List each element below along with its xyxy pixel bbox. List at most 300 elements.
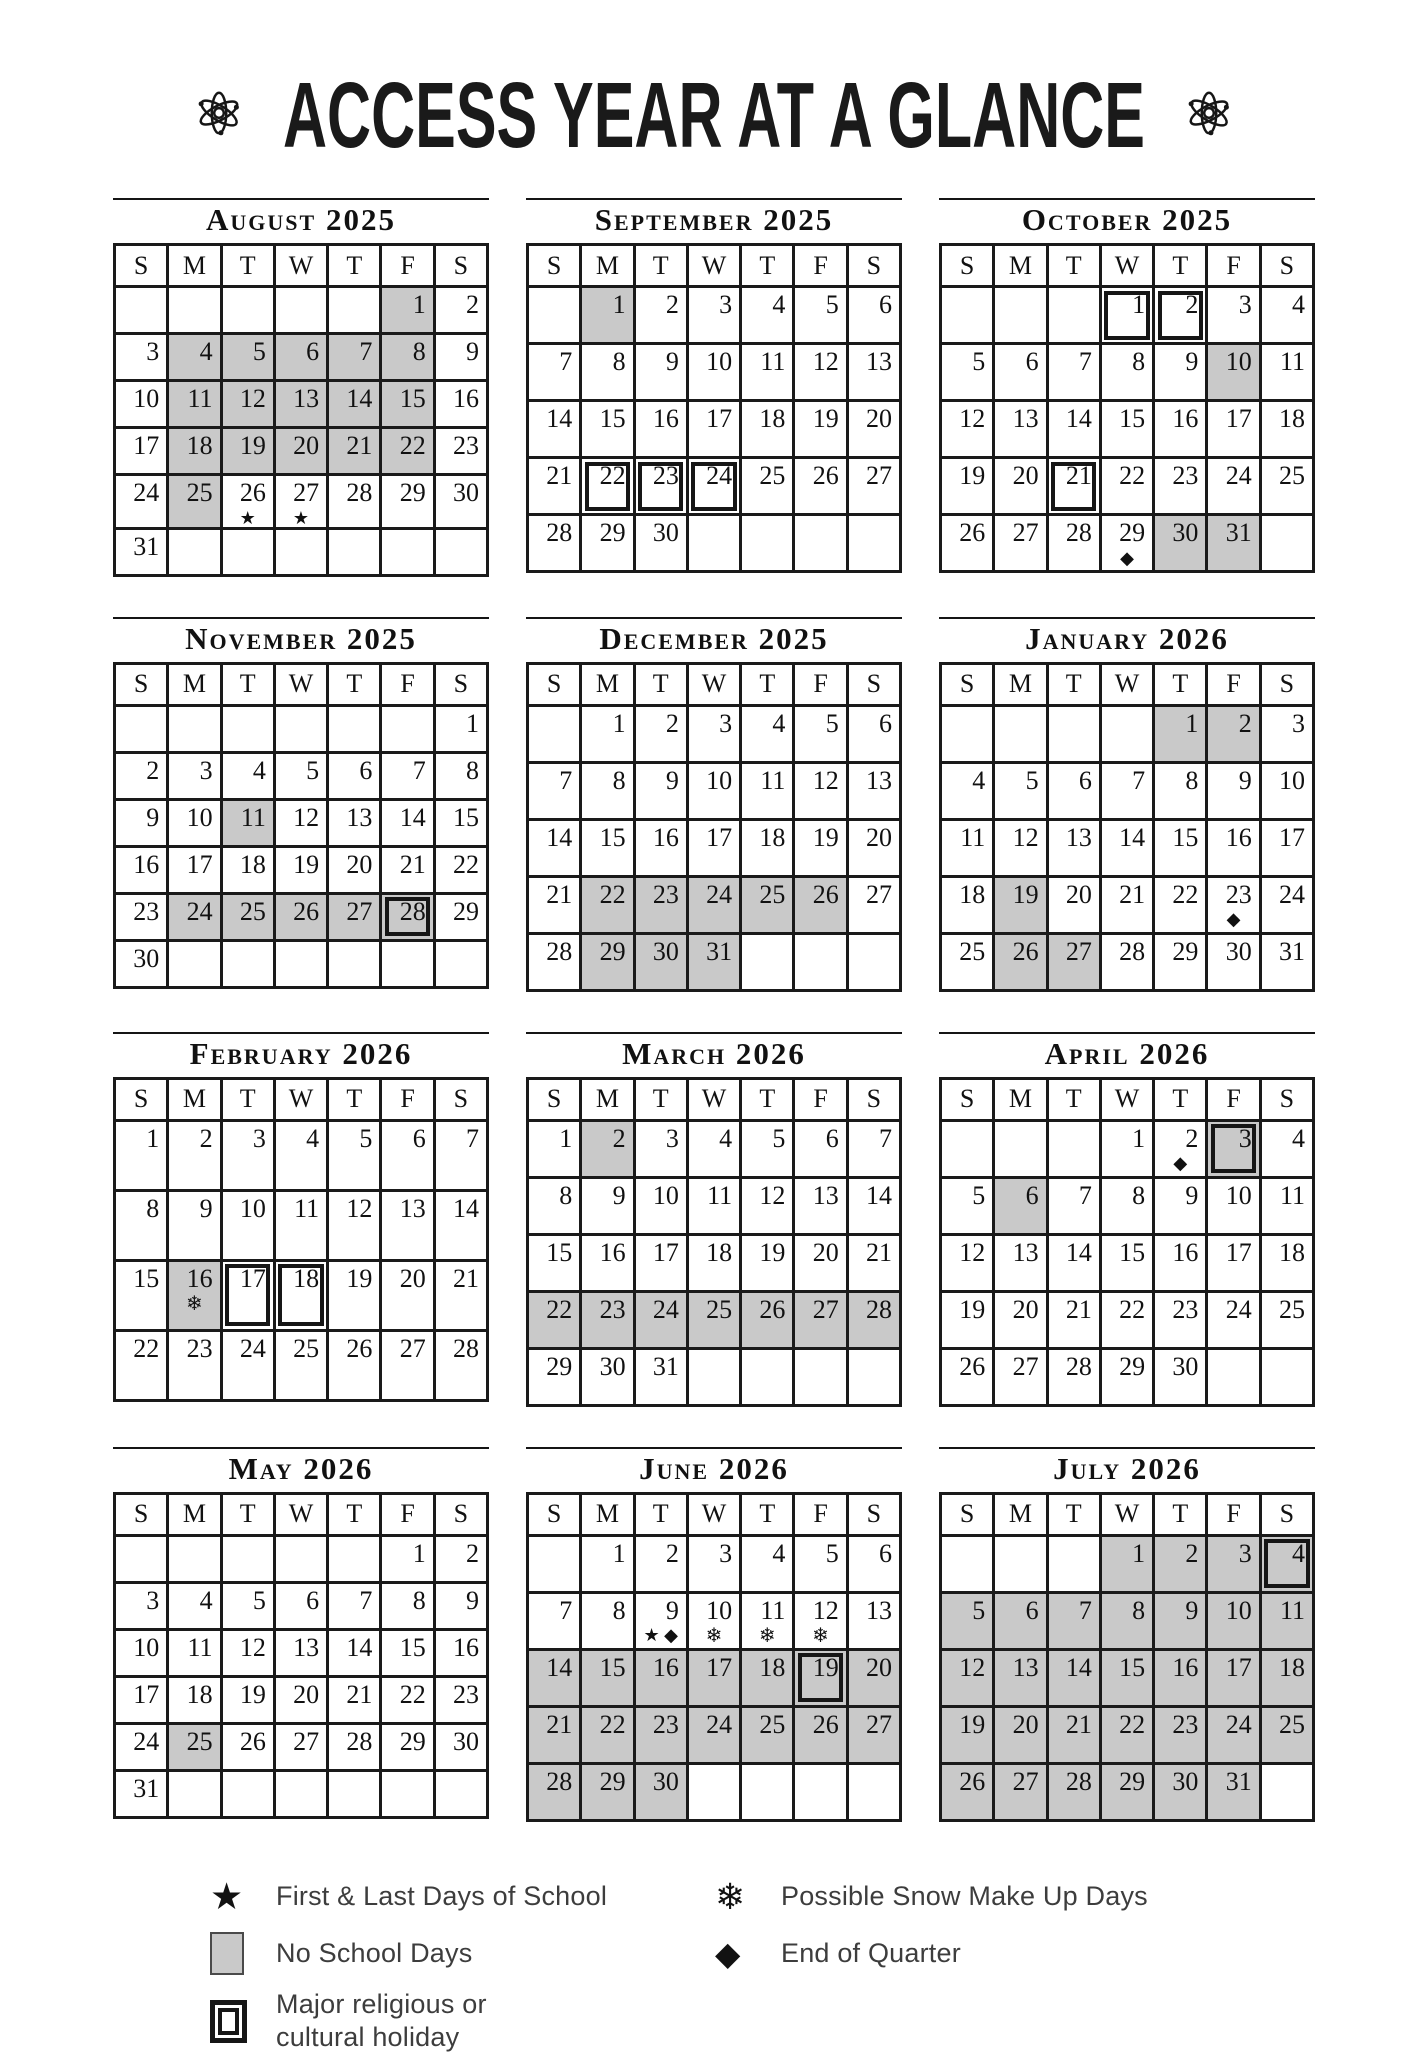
day-cell — [274, 1676, 327, 1723]
weekday-header: T — [1154, 663, 1207, 705]
day-number: 29 — [453, 896, 479, 926]
day-number: 14 — [346, 1632, 373, 1662]
day-number: 31 — [706, 936, 733, 966]
legend-label: No School Days — [276, 1937, 473, 1968]
day-cell — [581, 1649, 634, 1706]
day-cell — [328, 428, 381, 475]
day-cell — [381, 1629, 434, 1676]
weekday-header-row — [941, 1078, 1314, 1120]
day-cell — [168, 1260, 221, 1330]
day-number: 21 — [546, 1709, 573, 1739]
day-number: 31 — [133, 531, 160, 561]
weekday-header-row — [528, 245, 901, 287]
day-number: 26 — [239, 478, 266, 507]
month-march-2026 — [526, 1032, 902, 1407]
day-number: 4 — [199, 337, 213, 366]
day-number: 2 — [612, 1123, 626, 1153]
day-cell — [528, 819, 581, 876]
day-cell — [1207, 344, 1260, 401]
day-number: 29 — [1119, 518, 1146, 547]
day-cell — [634, 1763, 687, 1820]
day-cell — [274, 381, 327, 428]
day-cell — [115, 1676, 168, 1723]
week-row — [115, 1629, 488, 1676]
day-number: 4 — [772, 1538, 786, 1568]
week-row — [941, 1291, 1314, 1348]
day-cell — [328, 1629, 381, 1676]
day-cell — [168, 752, 221, 799]
day-cell — [1154, 819, 1207, 876]
day-number: 27 — [293, 478, 320, 507]
day-number: 10 — [1225, 347, 1252, 376]
day-number: 26 — [812, 1709, 839, 1739]
legend-icon — [210, 2000, 276, 2043]
month-june-2026 — [526, 1447, 902, 1822]
day-cell — [274, 1120, 327, 1190]
day-number: 3 — [1238, 290, 1252, 319]
month-divider — [526, 1447, 902, 1449]
day-cell — [168, 893, 221, 940]
day-number: 17 — [186, 849, 213, 879]
day-number: 6 — [412, 1123, 426, 1153]
day-number: 7 — [466, 1123, 479, 1153]
day-cell — [794, 1291, 847, 1348]
day-number: 6 — [879, 1538, 892, 1568]
day-cell — [221, 381, 274, 428]
day-number: 23 — [186, 1333, 213, 1363]
day-number: 27 — [1012, 518, 1039, 547]
day-number: 18 — [759, 1652, 786, 1682]
day-number: 5 — [1025, 765, 1039, 795]
day-cell — [1207, 933, 1260, 990]
weekday-header: S — [528, 245, 581, 287]
day-cell — [634, 344, 687, 401]
day-cell-empty — [274, 1770, 327, 1817]
day-number: 22 — [399, 431, 426, 460]
day-number: 6 — [825, 1123, 839, 1153]
day-number: 22 — [599, 879, 626, 909]
day-number: 15 — [1119, 1652, 1146, 1682]
day-number: 17 — [1225, 1237, 1252, 1267]
day-cell — [115, 1260, 168, 1330]
week-row — [941, 819, 1314, 876]
day-number: 11 — [1279, 1595, 1305, 1625]
week-row — [941, 705, 1314, 762]
weekday-header: F — [1207, 663, 1260, 705]
day-number: 1 — [612, 1538, 626, 1568]
day-number: 10 — [706, 347, 733, 376]
day-cell — [528, 344, 581, 401]
day-number: 15 — [453, 802, 479, 832]
day-number: 6 — [1025, 1595, 1039, 1625]
day-cell — [221, 893, 274, 940]
day-number: 9 — [466, 337, 479, 366]
day-cell — [115, 1330, 168, 1400]
week-row — [115, 752, 488, 799]
day-cell — [847, 762, 900, 819]
day-cell-empty — [941, 1535, 994, 1592]
day-cell — [1047, 515, 1100, 572]
month-may-2026 — [113, 1447, 489, 1822]
day-number: 19 — [812, 1652, 839, 1682]
day-cell-empty — [847, 1348, 900, 1405]
week-row — [941, 401, 1314, 458]
day-cell — [168, 1723, 221, 1770]
day-number: 18 — [959, 879, 986, 909]
day-number: 27 — [293, 1726, 320, 1756]
weekday-header: M — [168, 1493, 221, 1535]
week-row — [528, 1706, 901, 1763]
weekday-header: S — [1260, 663, 1313, 705]
day-number: 20 — [866, 822, 892, 852]
day-number: 19 — [812, 822, 839, 852]
day-number: 9 — [146, 802, 160, 832]
week-row — [115, 846, 488, 893]
day-cell — [328, 799, 381, 846]
legend-label: Major religious or cultural holiday — [276, 1988, 487, 2053]
day-cell — [1207, 287, 1260, 344]
day-number: 3 — [719, 708, 733, 738]
weekday-header: T — [328, 663, 381, 705]
day-cell — [328, 1190, 381, 1260]
weekday-header-row — [115, 245, 488, 287]
day-cell — [221, 846, 274, 893]
day-cell-empty — [741, 933, 794, 990]
day-number: 18 — [186, 1679, 213, 1709]
snow-icon: ❄ — [812, 1625, 829, 1648]
day-number: 14 — [1119, 822, 1146, 852]
day-number: 26 — [959, 1351, 986, 1381]
day-cell — [1154, 1649, 1207, 1706]
day-cell — [581, 1348, 634, 1405]
day-cell — [1207, 1592, 1260, 1649]
week-row — [941, 1177, 1314, 1234]
day-number: 24 — [652, 1294, 679, 1324]
day-number: 12 — [1012, 822, 1039, 852]
day-number: 18 — [293, 1263, 320, 1293]
day-cell — [741, 876, 794, 933]
day-number: 13 — [1012, 1652, 1039, 1682]
calendar-table — [939, 1492, 1315, 1822]
day-number: 2 — [466, 1538, 479, 1568]
atom-icon — [1181, 85, 1237, 146]
day-number: 19 — [812, 404, 839, 433]
week-row — [941, 1706, 1314, 1763]
day-cell — [221, 1676, 274, 1723]
day-number: 7 — [559, 1595, 573, 1625]
day-cell-empty — [847, 515, 900, 572]
day-number: 30 — [652, 936, 679, 966]
weekday-header: T — [634, 1493, 687, 1535]
day-cell — [1207, 1763, 1260, 1820]
day-cell — [1154, 344, 1207, 401]
day-cell — [221, 428, 274, 475]
day-cell — [847, 1706, 900, 1763]
day-cell — [687, 876, 740, 933]
day-number: 16 — [1172, 1652, 1199, 1682]
day-cell — [274, 334, 327, 381]
day-cell — [221, 334, 274, 381]
weekday-header: T — [328, 1493, 381, 1535]
day-cell — [994, 762, 1047, 819]
day-number: 13 — [866, 1595, 892, 1625]
day-cell — [581, 1291, 634, 1348]
day-cell — [1047, 401, 1100, 458]
day-cell — [434, 287, 487, 334]
day-number: 11 — [187, 1632, 213, 1662]
day-cell-empty — [1047, 1535, 1100, 1592]
day-cell — [1260, 287, 1313, 344]
day-cell — [994, 933, 1047, 990]
day-number: 13 — [346, 802, 373, 832]
day-cell — [1154, 401, 1207, 458]
legend-icon — [210, 1876, 276, 1918]
day-cell — [941, 1649, 994, 1706]
day-number: 22 — [399, 1679, 426, 1709]
day-cell — [528, 762, 581, 819]
day-number: 30 — [1225, 936, 1252, 966]
day-cell-empty — [741, 515, 794, 572]
day-cell — [847, 1120, 900, 1177]
day-number: 25 — [1279, 1709, 1305, 1739]
day-number: 9 — [1238, 765, 1252, 795]
day-number: 29 — [599, 936, 626, 966]
day-number: 9 — [612, 1180, 626, 1210]
day-cell-empty — [794, 933, 847, 990]
day-cell — [274, 752, 327, 799]
day-cell-empty — [741, 1348, 794, 1405]
day-number: 12 — [812, 1595, 839, 1625]
day-cell — [168, 475, 221, 529]
day-cell — [687, 1234, 740, 1291]
day-number: 3 — [1292, 708, 1305, 738]
day-number: 25 — [239, 896, 266, 926]
day-cell-empty — [994, 287, 1047, 344]
day-cell — [274, 1330, 327, 1400]
day-cell-empty — [328, 528, 381, 575]
day-cell — [115, 1723, 168, 1770]
day-number: 23 — [599, 1294, 626, 1324]
day-number: 12 — [239, 384, 266, 413]
day-cell — [994, 1649, 1047, 1706]
weekday-header: T — [1047, 663, 1100, 705]
weekday-header: W — [687, 1493, 740, 1535]
day-number: 13 — [1012, 404, 1039, 433]
day-cell-empty — [434, 528, 487, 575]
star-diamond-icon: ★ ◆ — [643, 1625, 678, 1646]
day-cell — [1207, 458, 1260, 515]
month-divider — [939, 1447, 1315, 1449]
day-cell-empty — [168, 528, 221, 575]
day-cell — [381, 475, 434, 529]
day-cell-empty — [1260, 1348, 1313, 1405]
month-title: April 2026 — [1044, 1035, 1210, 1071]
day-number: 4 — [972, 765, 986, 795]
week-row — [528, 1234, 901, 1291]
day-number: 1 — [412, 290, 426, 319]
day-cell — [1154, 1234, 1207, 1291]
day-cell — [794, 401, 847, 458]
day-number: 7 — [1078, 347, 1092, 376]
weekday-header: S — [434, 1493, 487, 1535]
day-cell — [634, 1120, 687, 1177]
day-cell — [168, 1629, 221, 1676]
day-cell — [794, 1177, 847, 1234]
weekday-header: T — [1154, 1493, 1207, 1535]
month-february-2026 — [113, 1032, 489, 1407]
day-cell — [634, 1649, 687, 1706]
weekday-header: M — [168, 245, 221, 287]
day-number: 28 — [546, 936, 573, 966]
day-cell — [994, 1291, 1047, 1348]
day-number: 7 — [412, 755, 426, 785]
day-cell — [274, 1629, 327, 1676]
day-number: 26 — [346, 1333, 373, 1363]
weekday-header: T — [1154, 245, 1207, 287]
day-number: 24 — [706, 879, 733, 909]
day-cell-empty — [794, 1348, 847, 1405]
day-number: 14 — [346, 384, 373, 413]
weekday-header: W — [1100, 245, 1153, 287]
day-number: 8 — [612, 1595, 626, 1625]
day-number: 9 — [1185, 1180, 1199, 1210]
day-cell — [1100, 1763, 1153, 1820]
day-number: 12 — [959, 1652, 986, 1682]
day-number: 18 — [186, 431, 213, 460]
weekday-header: F — [381, 245, 434, 287]
day-number: 3 — [1238, 1123, 1252, 1153]
day-cell — [381, 1582, 434, 1629]
month-title: November 2025 — [185, 620, 417, 656]
day-number: 1 — [612, 708, 626, 738]
day-cell — [634, 1535, 687, 1592]
weekday-header: W — [687, 1078, 740, 1120]
day-cell — [1047, 1291, 1100, 1348]
day-number: 28 — [546, 518, 573, 547]
day-number: 1 — [146, 1123, 160, 1153]
day-number: 19 — [959, 1709, 986, 1739]
day-number: 11 — [760, 1595, 786, 1625]
day-cell-empty — [221, 1535, 274, 1582]
day-cell — [1260, 819, 1313, 876]
day-cell — [581, 1234, 634, 1291]
day-number: 19 — [346, 1263, 373, 1293]
day-cell-empty — [221, 1770, 274, 1817]
day-cell — [847, 1592, 900, 1649]
week-row — [528, 1177, 901, 1234]
day-cell — [274, 799, 327, 846]
day-number: 2 — [466, 290, 479, 319]
day-cell — [1154, 705, 1207, 762]
day-cell-empty — [328, 940, 381, 987]
day-cell — [794, 876, 847, 933]
day-cell-empty — [168, 705, 221, 752]
weekday-header-row — [528, 1078, 901, 1120]
day-number: 11 — [240, 802, 266, 832]
day-cell-empty — [1047, 1120, 1100, 1177]
month-divider — [939, 617, 1315, 619]
day-cell-empty — [328, 287, 381, 334]
weekday-header: M — [581, 1493, 634, 1535]
day-number: 12 — [812, 347, 839, 376]
day-number: 14 — [1065, 1652, 1092, 1682]
day-cell — [847, 344, 900, 401]
day-cell — [581, 1592, 634, 1649]
day-cell — [328, 893, 381, 940]
day-cell — [1154, 287, 1207, 344]
day-cell — [528, 1120, 581, 1177]
day-cell-empty — [168, 1535, 221, 1582]
week-row — [115, 475, 488, 529]
day-number: 1 — [612, 290, 626, 319]
weekday-header: M — [581, 1078, 634, 1120]
day-cell — [1260, 1649, 1313, 1706]
day-number: 12 — [759, 1180, 786, 1210]
week-row — [528, 458, 901, 515]
day-cell — [221, 1260, 274, 1330]
day-number: 4 — [199, 1585, 213, 1615]
day-cell — [941, 515, 994, 572]
day-cell — [1047, 933, 1100, 990]
day-cell-empty — [221, 705, 274, 752]
day-number: 20 — [866, 1652, 892, 1682]
day-cell-empty — [168, 940, 221, 987]
day-cell — [528, 1706, 581, 1763]
day-cell-empty — [1260, 515, 1313, 572]
day-cell — [1207, 1291, 1260, 1348]
day-number: 16 — [652, 404, 679, 433]
weekday-header: S — [115, 245, 168, 287]
day-number: 17 — [1279, 822, 1305, 852]
day-number: 22 — [1119, 1709, 1146, 1739]
day-number: 14 — [1065, 404, 1092, 433]
day-cell — [1100, 1706, 1153, 1763]
day-cell — [687, 933, 740, 990]
day-number: 14 — [546, 404, 573, 433]
day-cell — [847, 1177, 900, 1234]
month-divider — [526, 617, 902, 619]
day-number: 7 — [359, 337, 373, 366]
day-cell — [328, 1723, 381, 1770]
day-cell — [1207, 401, 1260, 458]
day-number: 9 — [665, 347, 679, 376]
weekday-header: S — [847, 663, 900, 705]
day-number: 11 — [760, 765, 786, 795]
weekday-header: F — [1207, 1078, 1260, 1120]
diamond-icon: ◆ — [1226, 909, 1241, 930]
day-cell — [1154, 1592, 1207, 1649]
calendar-table — [113, 243, 489, 577]
day-cell — [794, 1234, 847, 1291]
day-number: 2 — [1185, 1538, 1199, 1568]
day-cell — [1260, 1592, 1313, 1649]
day-number: 3 — [719, 1538, 733, 1568]
day-number: 3 — [199, 755, 213, 785]
day-number: 5 — [825, 290, 839, 319]
weekday-header: S — [1260, 1078, 1313, 1120]
month-august-2025 — [113, 198, 489, 577]
day-number: 4 — [1292, 290, 1305, 319]
day-cell — [528, 1234, 581, 1291]
day-cell — [381, 1260, 434, 1330]
day-number: 14 — [866, 1180, 892, 1210]
day-cell — [687, 458, 740, 515]
day-cell — [941, 819, 994, 876]
weekday-header: M — [581, 663, 634, 705]
day-cell — [1207, 876, 1260, 933]
day-cell — [381, 846, 434, 893]
day-cell — [221, 1723, 274, 1770]
